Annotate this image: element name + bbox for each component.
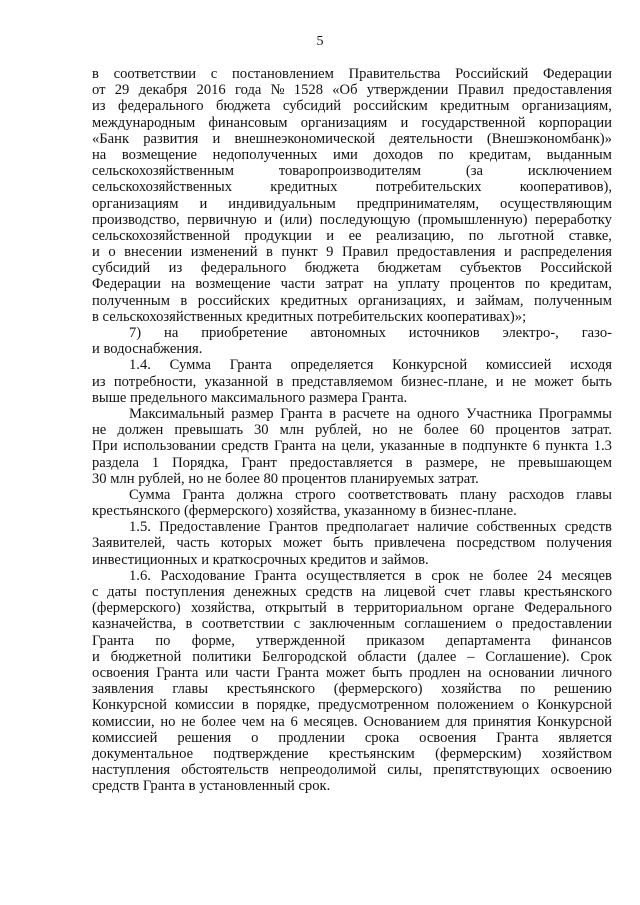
text-line: Федерации на возмещение части затрат на уплату процентов по кредитам, [92, 276, 612, 293]
text-line: субсидий из федерального бюджета бюджетам субъектов Российской [92, 260, 612, 277]
text-line: наступления обстоятельств непреодолимой силы, препятствующих освоению [92, 762, 612, 779]
text-line: 7) на приобретение автономных источников электро-, газо- [129, 325, 612, 341]
text-line: раздела 1 Порядка, Грант предоставляется в размере, не превышающем [92, 454, 612, 471]
text-line: «Банк развития и внешнеэкономической деятельности (Внешэкономбанк)» [92, 130, 612, 147]
text-line: от 29 декабря 2016 года № 1528 «Об утверждении Правил предоставления [92, 82, 612, 99]
text-line: Максимальный размер Гранта в расчете на одного Участника Программы [129, 405, 612, 422]
text-line: выше предельного максимального размера Гранта. [92, 389, 408, 406]
text-line: полученным в российских кредитных организациях, и займам, полученным [92, 292, 612, 309]
text-line: комиссии, но не более чем на 6 месяцев. Основанием для принятия Конкурсной [92, 713, 612, 730]
text-line: Сумма Гранта должна строго соответствовать плану расходов главы [129, 486, 612, 503]
text-line: документальное подтверждение крестьянским (фермерским) хозяйством [92, 745, 612, 762]
text-line: 1.6. Расходование Гранта осуществляется в срок не более 24 месяцев [129, 567, 612, 584]
text-line: 30 млн рублей, но не более 80 процентов планируемых затрат. [92, 470, 479, 487]
text-line: Гранта по форме, утвержденной приказом департамента финансов [92, 632, 612, 649]
text-line: крестьянского (фермерского) хозяйства, указанному в бизнес-плане. [92, 503, 517, 520]
text-line: комиссией решения о продлении срока освоения Гранта является [92, 729, 612, 746]
text-line: не должен превышать 30 млн рублей, но не более 60 процентов затрат. [92, 422, 612, 439]
text-line: заявления главы крестьянского (фермерского) хозяйства по решению [92, 681, 612, 698]
text-line: сельскохозяйственным товаропроизводителям (за исключением [92, 163, 612, 180]
text-line: международным финансовым организациям и государственной корпорации [92, 114, 612, 131]
page-number: 5 [316, 34, 324, 49]
text-line: и водоснабжения. [92, 341, 203, 358]
text-line: Конкурсной комиссии в порядке, предусмотренном положением о Конкурсной [92, 697, 612, 714]
text-line: на возмещение недополученных ими доходов по кредитам, выданным [92, 146, 612, 163]
document-body-text [92, 66, 612, 794]
text-line: освоения Гранта или части Гранта может быть продлен на основании личного [92, 664, 612, 681]
text-line: Заявителей, часть которых может быть привлечена посредством получения [92, 535, 612, 552]
text-line: сельскохозяйственной продукции и ее реализацию, по льготной ставке, [92, 227, 612, 244]
text-line: сельскохозяйственных кредитных потребительских кооперативов), [92, 179, 612, 196]
text-line: из потребности, указанной в представляемом бизнес-плане, и не может быть [92, 373, 612, 390]
text-line: в соответствии с постановлением Правительства Российский Федерации [92, 66, 612, 82]
text-line: инвестиционных и краткосрочных кредитов и займов. [92, 551, 429, 568]
text-line: и о внесении изменений в пункт 9 Правил предоставления и распределения [92, 244, 612, 261]
text-line: организациям и индивидуальным предпринимателям, осуществляющим [92, 195, 612, 212]
text-line: При использовании средств Гранта на цели, указанные в подпункте 6 пункта 1.3 [92, 438, 612, 455]
text-line: казначейства, в соответствии с заключенным соглашением о предоставлении [92, 616, 612, 633]
text-line: с даты поступления денежных средств на лицевой счет главы крестьянского [92, 584, 612, 600]
text-line: из федерального бюджета субсидий российским кредитным организациям, [92, 98, 612, 115]
text-line: производство, первичную и (или) последующую (промышленную) переработку [92, 211, 612, 228]
text-line: и бюджетной политики Белгородской области (далее – Соглашение). Срок [92, 648, 612, 665]
text-line: 1.5. Предоставление Грантов предполагает наличие собственных средств [129, 519, 612, 536]
text-line: средств Гранта в установленный срок. [92, 778, 331, 795]
text-line: в сельскохозяйственных кредитных потребительских кооперативах)»; [92, 308, 527, 325]
text-line: 1.4. Сумма Гранта определяется Конкурсной комиссией исходя [129, 357, 612, 374]
text-line: (фермерского) хозяйства, открытый в территориальном органе Федерального [92, 600, 612, 617]
